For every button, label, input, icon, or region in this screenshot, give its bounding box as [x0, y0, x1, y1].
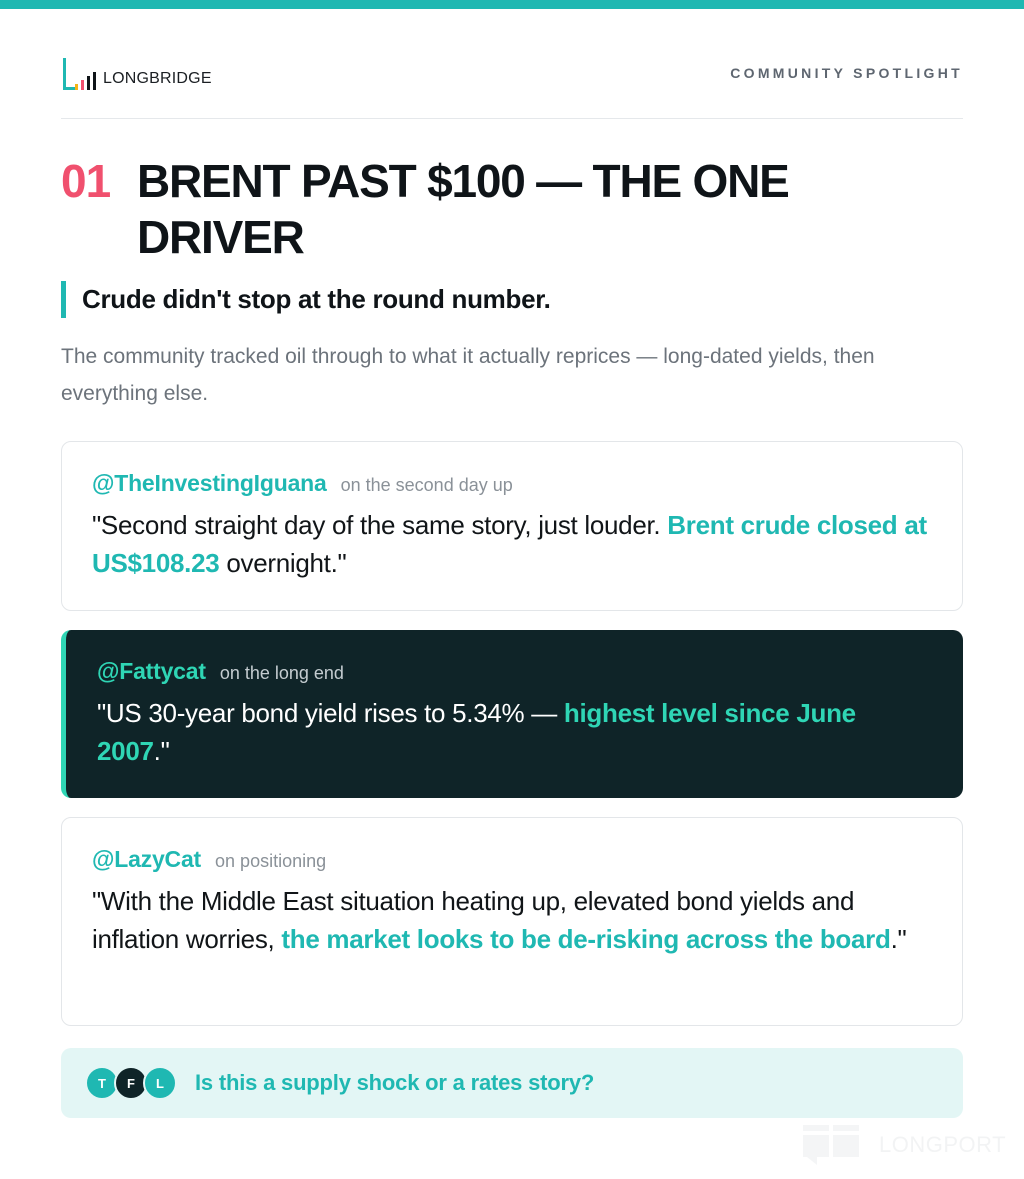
discussion-question[interactable]: Is this a supply shock or a rates story? — [195, 1070, 595, 1095]
avatar: T — [85, 1066, 119, 1100]
avatar: F — [114, 1066, 148, 1100]
post-context: on the second day up — [340, 475, 513, 495]
headline-number: 01 — [61, 155, 111, 207]
post-card-featured[interactable] — [61, 630, 963, 798]
watermark — [803, 1124, 1008, 1166]
post-quote: "US 30-year bond yield rises to 5.34% — highest level since June 2007." — [97, 698, 856, 766]
post-handle[interactable]: @Fattycat — [97, 658, 206, 684]
top-accent-bar — [0, 0, 1024, 9]
bar-chart-logo-icon — [61, 56, 97, 92]
post-handle[interactable]: @LazyCat — [92, 846, 202, 872]
post-meta — [92, 470, 932, 500]
header — [61, 56, 963, 96]
post-card[interactable] — [61, 441, 963, 611]
discussion-prompt[interactable] — [61, 1048, 963, 1118]
post-quote: "With the Middle East situation heating up, elevated bond yields and inflation worries, the market looks to be de-risking across the board." — [92, 886, 907, 954]
quote-highlight: Brent crude closed at US$108.23 — [92, 510, 927, 578]
quote-highlight: highest level since June 2007 — [97, 698, 856, 766]
post-meta — [97, 658, 933, 688]
logo-text: LONGBRIDGE — [103, 70, 212, 87]
avatar: L — [143, 1066, 177, 1100]
quote-highlight: the market looks to be de-risking across the board — [281, 924, 891, 954]
post-meta — [92, 846, 932, 876]
watermark-text: LONGPORT — [879, 1132, 1007, 1157]
post-handle[interactable]: @TheInvestingIguana — [92, 470, 327, 496]
header-divider — [61, 118, 963, 119]
longport-logo-icon — [803, 1125, 859, 1165]
avatar-group — [85, 1066, 183, 1100]
post-context: on the long end — [219, 663, 344, 683]
post-quote: "Second straight day of the same story, just louder. Brent crude closed at US$108.23 overnight." — [92, 510, 927, 578]
headline-title: BRENT PAST $100 — THE ONE DRIVER — [137, 155, 789, 263]
section-label: COMMUNITY SPOTLIGHT — [730, 65, 963, 81]
subheading: Crude didn't stop at the round number. — [61, 281, 963, 318]
post-context: on positioning — [215, 851, 327, 871]
intro-text: The community tracked oil through to what it actually reprices — long-dated yields, then everything else. — [61, 345, 875, 405]
post-card[interactable] — [61, 817, 963, 1026]
longbridge-logo[interactable] — [61, 56, 212, 92]
